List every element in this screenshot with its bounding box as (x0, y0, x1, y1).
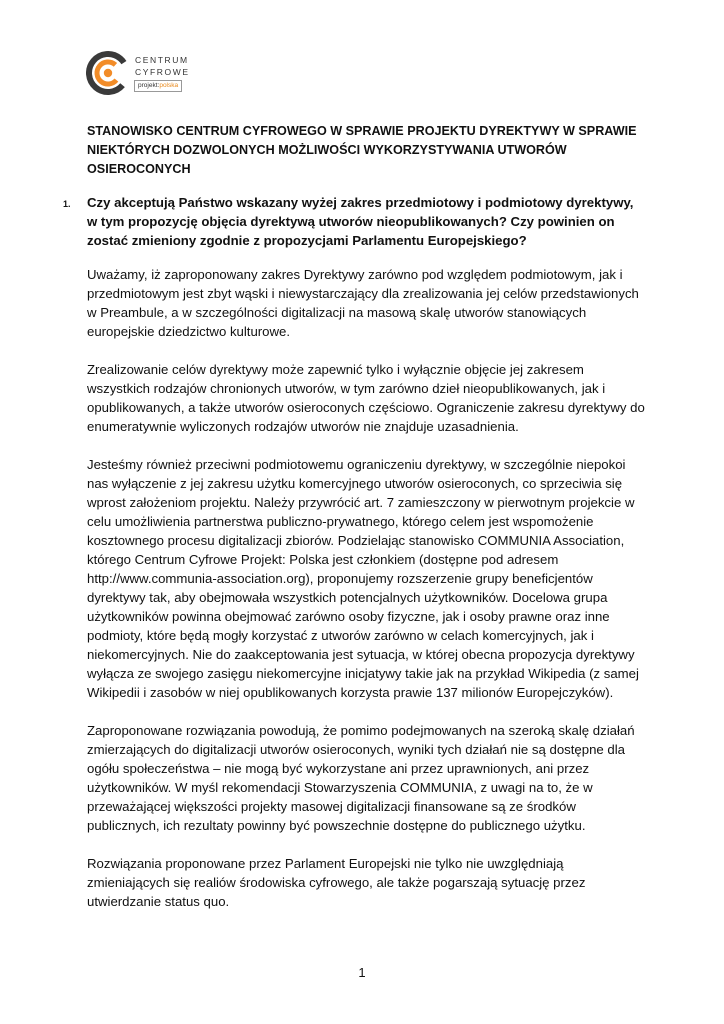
paragraph: Jesteśmy również przeciwni podmiotowemu ograniczeniu dyrektywy, w szczególnie niepokoi nas wyłączenie z jej zakresu użytku komercyjnego utworów osieroconych, co sprzeciwia się wprost założeniom projektu. Należy przywrócić art. 7 zamieszczony w pierwotnym projekcie w celu umożliwienia partnerstwa publiczno-prywatnego, którego celem jest wspomożenie kosztownego procesu digitalizacji zbiorów. Podzielając stanowisko COMMUNIA Association, którego Centrum Cyfrowe Projekt: Polska jest członkiem (dostępne pod adresem http://www.communia-association.org), proponujemy rozszerzenie grupy beneficjentów dyrektywy tak, aby obejmowała wszystkich potencjalnych użytkowników. Docelowa grupa użytkowników powinna obejmować zarówno osoby fizyczne, jak i osoby prawne oraz inne podmioty, które będą mogły korzystać z utworów zarówno w celach komercyjnych, jak i niekomercyjnych. Nie do zaakceptowania jest sytuacja, w której obecna propozycja dyrektywy wyłącza ze swojego zasięgu niekomercyjne inicjatywy takie jak na przykład Wikipedia (z samej Wikipedii i zasobów w niej opublikowanych korzysta prawie 137 milionów Europejczyków). (87, 457, 639, 700)
document-heading: STANOWISKO CENTRUM CYFROWEGO W SPRAWIE PROJEKTU DYREKTYWY W SPRAWIE NIEKTÓRYCH DOZWOLONYCH MOŻLIWOŚCI WYKORZYSTYWANIA UTWORÓW OSIEROCONYCH (87, 124, 637, 176)
centrum-cyfrowe-logo (86, 50, 206, 100)
paragraph: Rozwiązania proponowane przez Parlament Europejski nie tylko nie uwzględniają zmieniających się realiów środowiska cyfrowego, ale także pogarszają sytuację przez utwierdzanie status quo. (87, 856, 586, 909)
question-text: Czy akceptują Państwo wskazany wyżej zakres przedmiotowy i podmiotowy dyrektywy, w tym propozycję objęcia dyrektywą utworów nieopublikowanych? Czy powinien on zostać zmieniony zgodnie z propozycjami Parlamentu Europejskiego? (87, 195, 634, 248)
logo-tag-prefix: projekt: (138, 82, 160, 89)
question-block (63, 193, 642, 250)
logo-project-tag (134, 80, 182, 92)
logo-line-1: CENTRUM (135, 55, 189, 65)
paragraph: Zrealizowanie celów dyrektywy może zapewnić tylko i wyłącznie objęcie jej zakresem wszystkich rodzajów chronionych utworów, w tym zarówno dzieł nieopublikowanych, jak i opublikowanych, a także utworów osieroconych częściowo. Ograniczenie zakresu dyrektywy do enumeratywnie wyliczonych rodzajów utworów nie znajduje uzasadnienia. (87, 362, 645, 434)
logo-line-2: CYFROWE (135, 66, 190, 77)
paragraph: Uważamy, iż zaproponowany zakres Dyrektywy zarówno pod względem podmiotowym, jak i przedmiotowym jest zbyt wąski i niewystarczający dla zrealizowania jej celów przedstawionych w Preambule, a w szczególności digitalizacji na masową skalę utworów stanowiących europejskie dziedzictwo kulturowe. (87, 267, 639, 339)
logo-tag-highlight: polska (159, 82, 179, 89)
paragraph: Zaproponowane rozwiązania powodują, że pomimo podejmowanych na szeroką skalę działań zmierzających do digitalizacji utworów osieroconych, wyniki tych działań nie są dostępne dla ogółu społeczeństwa – nie mogą być wykorzystane ani przez uprawnionych, ani przez użytkowników. W myśl rekomendacji Stowarzyszenia COMMUNIA, z uwagi na to, że w przeważającej większości projekty masowej digitalizacji finansowane są ze środków publicznych, ich rezultaty powinny być powszechnie dostępne do publicznego użytku. (87, 723, 635, 833)
page-number: 1 (358, 965, 366, 980)
document-body (87, 265, 647, 930)
logo-wordmark (135, 55, 190, 78)
logo-c-mark-icon (86, 50, 132, 96)
question-number: 1. (63, 199, 71, 209)
